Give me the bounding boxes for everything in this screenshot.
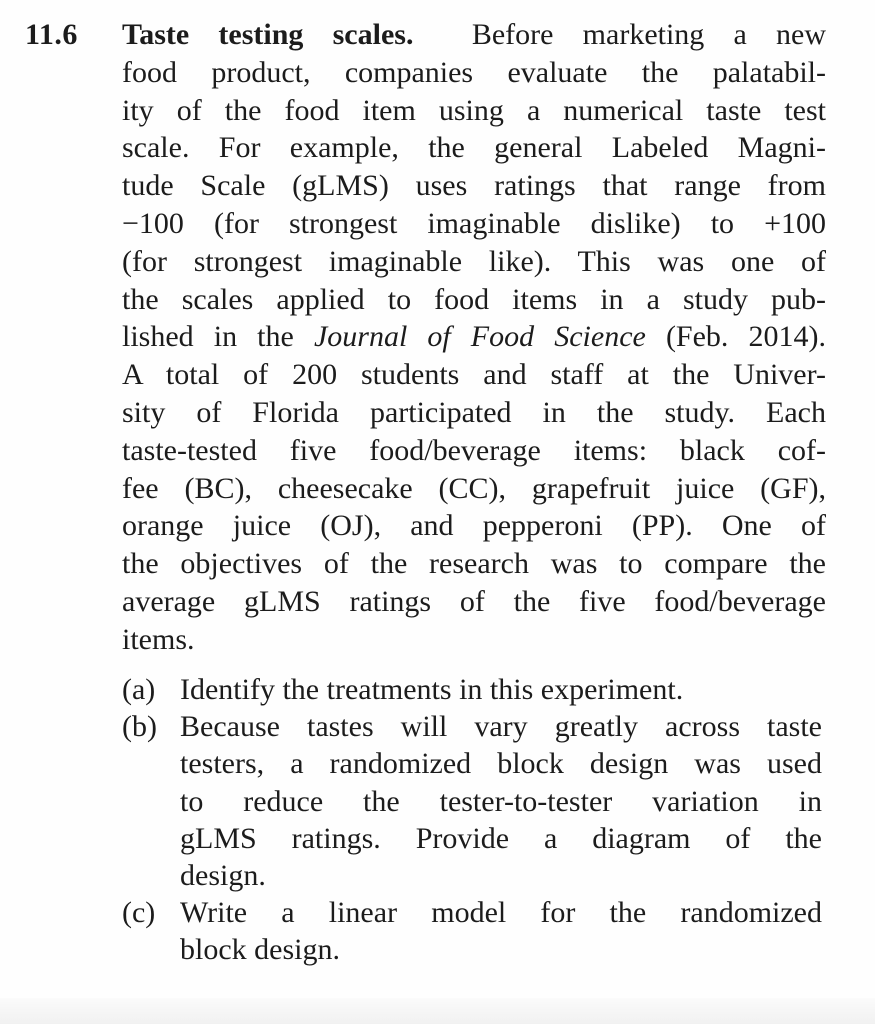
statement-line: tude Scale (gLMS) uses ratings that range from	[122, 169, 826, 203]
question-parts	[122, 671, 822, 969]
statement-line: A total of 200 students and staff at the Univer-	[122, 358, 826, 392]
journal-name: Journal of Food Science	[313, 320, 646, 354]
statement-line: fee (BC), cheesecake (CC), grapefruit juice (GF),	[122, 471, 826, 505]
part-label: (a)	[122, 673, 156, 706]
problem-statement	[122, 16, 826, 659]
statement-line: sity of Florida participated in the study. Each	[122, 395, 826, 429]
statement-line: lished in the Journal of Food Science (Feb. 2014).	[122, 320, 827, 354]
statement-line: food product, companies evaluate the palatabil-	[122, 55, 826, 89]
statement-line: −100 (for strongest imaginable dislike) to +100	[122, 206, 826, 240]
statement-line: orange juice (OJ), and pepperoni (PP). One of	[122, 509, 826, 543]
part-line: Identify the treatments in this experiment.	[180, 673, 684, 706]
part-line: design.	[180, 858, 266, 892]
statement-line: (for strongest imaginable like). This was one of	[122, 244, 826, 278]
part-line: to reduce the tester-to-tester variation in	[180, 784, 822, 818]
statement-line: ity of the food item using a numerical taste test	[122, 93, 826, 127]
part-label: (b)	[122, 710, 157, 744]
statement-line: items.	[122, 622, 195, 656]
part-c	[122, 894, 822, 968]
statement-line: Taste testing scales. Before marketing a new	[122, 18, 827, 51]
part-b	[122, 708, 822, 894]
part-label: (c)	[122, 896, 156, 930]
statement-line: the objectives of the research was to compare the	[122, 547, 826, 581]
part-line: testers, a randomized block design was used	[180, 747, 822, 781]
part-line: gLMS ratings. Provide a diagram of the	[180, 821, 822, 855]
part-a	[122, 671, 822, 708]
part-line: block design.	[180, 933, 340, 967]
part-line: Because tastes will vary greatly across taste	[180, 710, 822, 744]
statement-line: the scales applied to food items in a study pub-	[122, 282, 826, 316]
problem-title: Taste testing scales.	[122, 18, 414, 51]
problem-number: 11.6	[25, 18, 78, 51]
part-line: Write a linear model for the randomized	[180, 896, 822, 930]
statement-line: average gLMS ratings of the five food/beverage	[122, 584, 826, 618]
statement-line: taste-tested five food/beverage items: black cof-	[122, 433, 826, 467]
statement-line: scale. For example, the general Labeled Magni-	[122, 131, 826, 165]
page-bottom-edge	[0, 998, 875, 1024]
